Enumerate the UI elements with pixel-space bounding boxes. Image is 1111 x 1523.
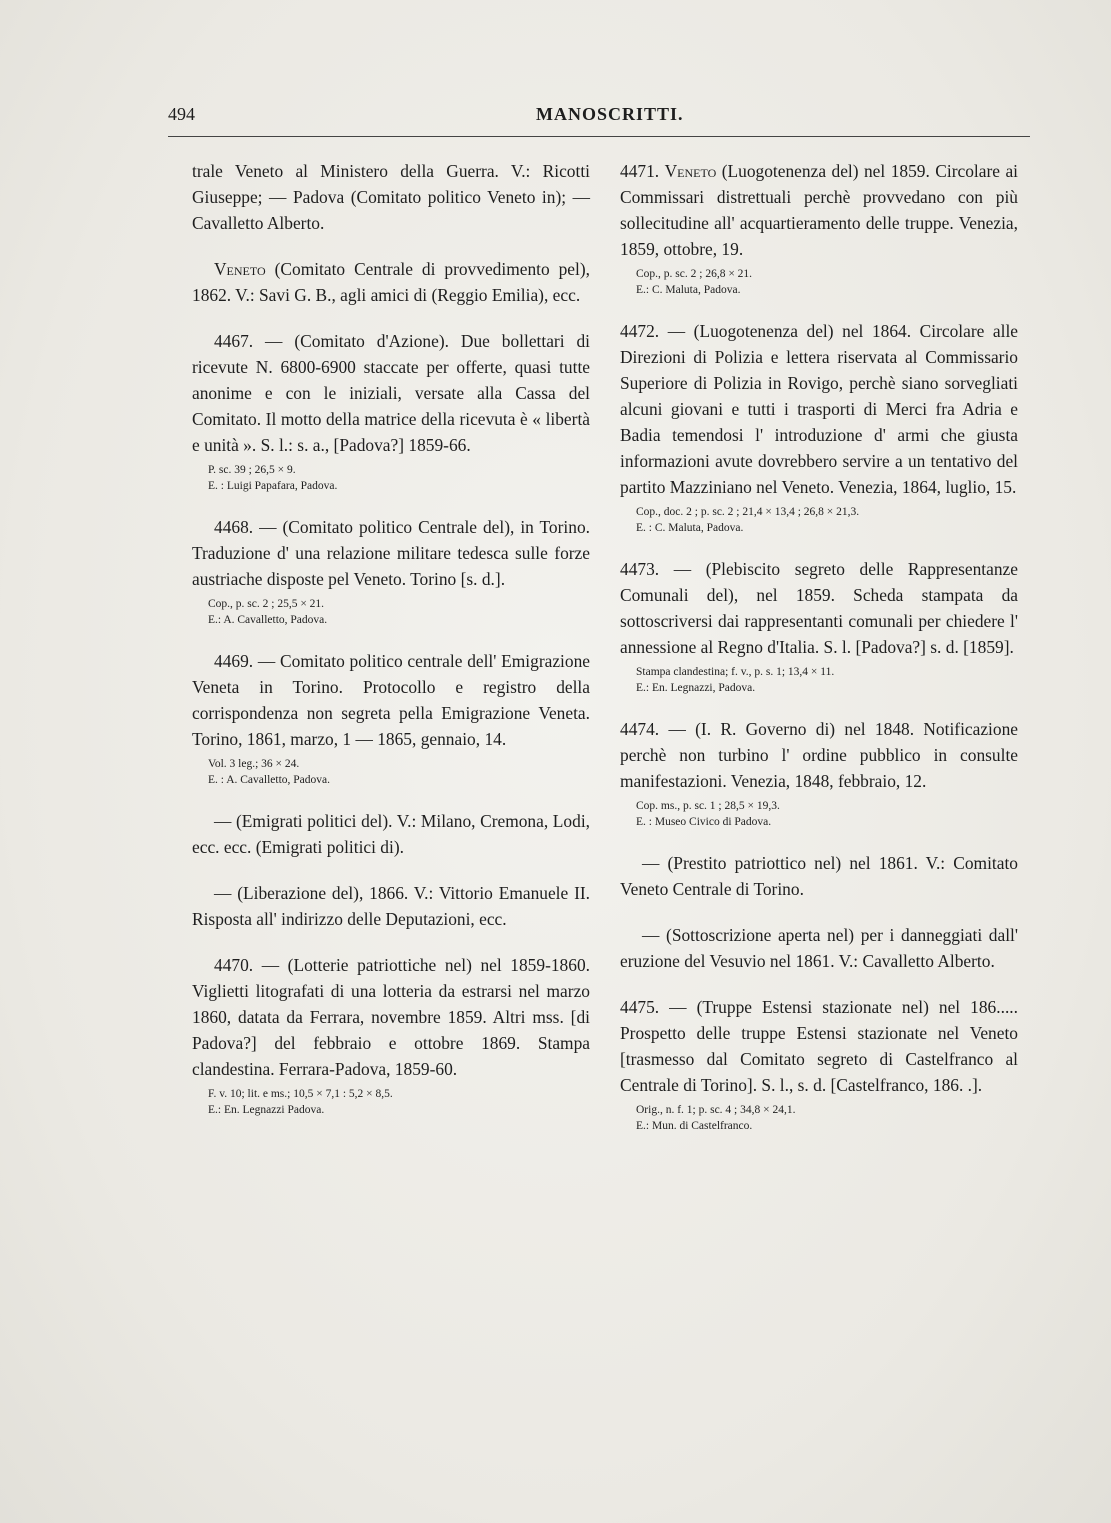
entry-description [636,266,1018,298]
entry [620,158,1018,298]
entry-number: 4475. [620,997,660,1017]
entry-text: 4473. — (Plebiscito segreto delle Rappresentanze Comunali del), nel 1859. Scheda stampata da sottoscriversi dai rappresentanti comunali per chiedere l' annessione al Regno d'Italia. S. l. [Padova?] s. d. [1859]. [620,559,1018,657]
entry-number: 4470. [214,955,254,975]
owner-line: E.: A. Cavalletto, Padova. [208,614,328,626]
owner-line: E.: En. Legnazzi Padova. [208,1104,325,1116]
physical-description: P. sc. 39 ; 26,5 × 9. [208,464,296,476]
entry-text: — (Liberazione del), 1866. V.: Vittorio Emanuele II. Risposta all' indirizzo delle Deputazioni, ecc. [192,883,590,929]
entry [620,556,1018,696]
entry-number: 4472. [620,321,660,341]
entry [192,648,590,788]
entry-description [636,504,1018,536]
entry-text: 4470. — (Lotterie patriottiche nel) nel 1859-1860. Viglietti litografati di una lotteria da estrarsi nel marzo 1860, datata da Ferrara, novembre 1859. Altri mss. [di Padova?] del febbraio e ottobre 1869. Stampa clandestina. Ferrara-Padova, 1859-60. [192,955,590,1079]
owner-line: E. : Museo Civico di Padova. [636,816,772,828]
entry-text: trale Veneto al Ministero della Guerra. V.: Ricotti Giuseppe; — Padova (Comitato politico Veneto in); — Cavalletto Alberto. [192,161,590,233]
entry-text: 4469. — Comitato politico centrale dell' Emigrazione Veneta in Torino. Protocollo e registro della corrispondenza non segreta pella Emigrazione Veneta. Torino, 1861, marzo, 1 — 1865, gennaio, 14. [192,651,590,749]
entry-number: 4473. [620,559,660,579]
owner-line: E.: En. Legnazzi, Padova. [636,682,756,694]
owner-line: E. : A. Cavalletto, Padova. [208,774,331,786]
entry-number: 4474. [620,719,660,739]
page-header [168,104,1030,130]
entry [192,256,590,308]
running-title: MANOSCRITTI. [536,104,684,124]
owner-line: E. : Luigi Papafara, Padova. [208,480,338,492]
right-column [620,158,1018,1154]
page-number: 494 [168,104,195,124]
entry-description [636,664,1018,696]
entry [192,158,590,236]
header-rule [168,136,1030,137]
entry [192,952,590,1118]
left-column [192,158,590,1138]
entry-text: — (Prestito patriottico nel) nel 1861. V.: Comitato Veneto Centrale di Torino. [620,853,1018,899]
entry-description [208,756,590,788]
entry-number: 4469. [214,651,254,671]
owner-line: E. : C. Maluta, Padova. [636,522,744,534]
physical-description: Cop. ms., p. sc. 1 ; 28,5 × 19,3. [636,800,780,812]
entry-text: 4471. Veneto (Luogotenenza del) nel 1859. Circolare ai Commissari distrettuali perchè provvedano con più sollecitudine all' acquartieramento delle truppe. Venezia, 1859, ottobre, 19. [620,161,1018,259]
entry-number: 4468. [214,517,254,537]
owner-line: E.: C. Maluta, Padova. [636,284,741,296]
entry-text: — (Sottoscrizione aperta nel) per i danneggiati dall' eruzione del Vesuvio nel 1861. V.: Cavalletto Alberto. [620,925,1018,971]
entry-description [636,798,1018,830]
entry [620,850,1018,902]
physical-description: Stampa clandestina; f. v., p. s. 1; 13,4 × 11. [636,666,835,678]
physical-description: Cop., p. sc. 2 ; 26,8 × 21. [636,268,753,280]
physical-description: Cop., p. sc. 2 ; 25,5 × 21. [208,598,325,610]
entry [192,880,590,932]
physical-description: Orig., n. f. 1; p. sc. 4 ; 34,8 × 24,1. [636,1104,796,1116]
entry-text: 4468. — (Comitato politico Centrale del), in Torino. Traduzione d' una relazione militare tedesca sulle forze austriache disposte pel Veneto. Torino [s. d.]. [192,517,590,589]
physical-description: F. v. 10; lit. e ms.; 10,5 × 7,1 : 5,2 × 8,5. [208,1088,393,1100]
entry-text: Veneto (Comitato Centrale di provvedimento pel), 1862. V.: Savi G. B., agli amici di (Reggio Emilia), ecc. [192,259,590,305]
entry [620,318,1018,536]
physical-description: Vol. 3 leg.; 36 × 24. [208,758,300,770]
entry [192,328,590,494]
entry [192,808,590,860]
entry-text: 4474. — (I. R. Governo di) nel 1848. Notificazione perchè non turbino l' ordine pubblico in consulte manifestazioni. Venezia, 1848, febbraio, 12. [620,719,1018,791]
entry-text: 4472. — (Luogotenenza del) nel 1864. Circolare alle Direzioni di Polizia e lettera riservata al Commissario Superiore di Polizia in Rovigo, perchè siano sorvegliati alcuni giovani e tutti i trasporti di Merci fra Adria e Badia temendosi l' introduzione d' armi che giusta informazioni avute dovrebbero servire a un tentativo del partito Mazziniano nel Veneto. Venezia, 1864, luglio, 15. [620,321,1018,497]
entry-description [208,462,590,494]
entry [192,514,590,628]
entry-number: 4471. [620,161,660,181]
entry-heading: Veneto [214,259,266,279]
entry-description [208,596,590,628]
entry-number: 4467. [214,331,254,351]
entry [620,716,1018,830]
entry-description [636,1102,1018,1134]
entry-text: 4467. — (Comitato d'Azione). Due bollettari di ricevute N. 6800-6900 staccate per offerte, quasi tutte anonime e con le iniziali, versate alla Cassa del Comitato. Il motto della matrice della ricevuta è « libertà e unità ». S. l.: s. a., [Padova?] 1859-66. [192,331,590,455]
entry [620,922,1018,974]
entry-description [208,1086,590,1118]
physical-description: Cop., doc. 2 ; p. sc. 2 ; 21,4 × 13,4 ; 26,8 × 21,3. [636,506,860,518]
entry-text: — (Emigrati politici del). V.: Milano, Cremona, Lodi, ecc. ecc. (Emigrati politici di). [192,811,590,857]
owner-line: E.: Mun. di Castelfranco. [636,1120,753,1132]
entry-text: 4475. — (Truppe Estensi stazionate nel) nel 186..... Prospetto delle truppe Estensi stazionate nel Veneto [trasmesso dal Comitato segreto di Castelfranco al Centrale di Torino]. S. l., s. d. [Castelfranco, 186. .]. [620,997,1018,1095]
entry-heading: Veneto [664,161,717,181]
entry [620,994,1018,1134]
